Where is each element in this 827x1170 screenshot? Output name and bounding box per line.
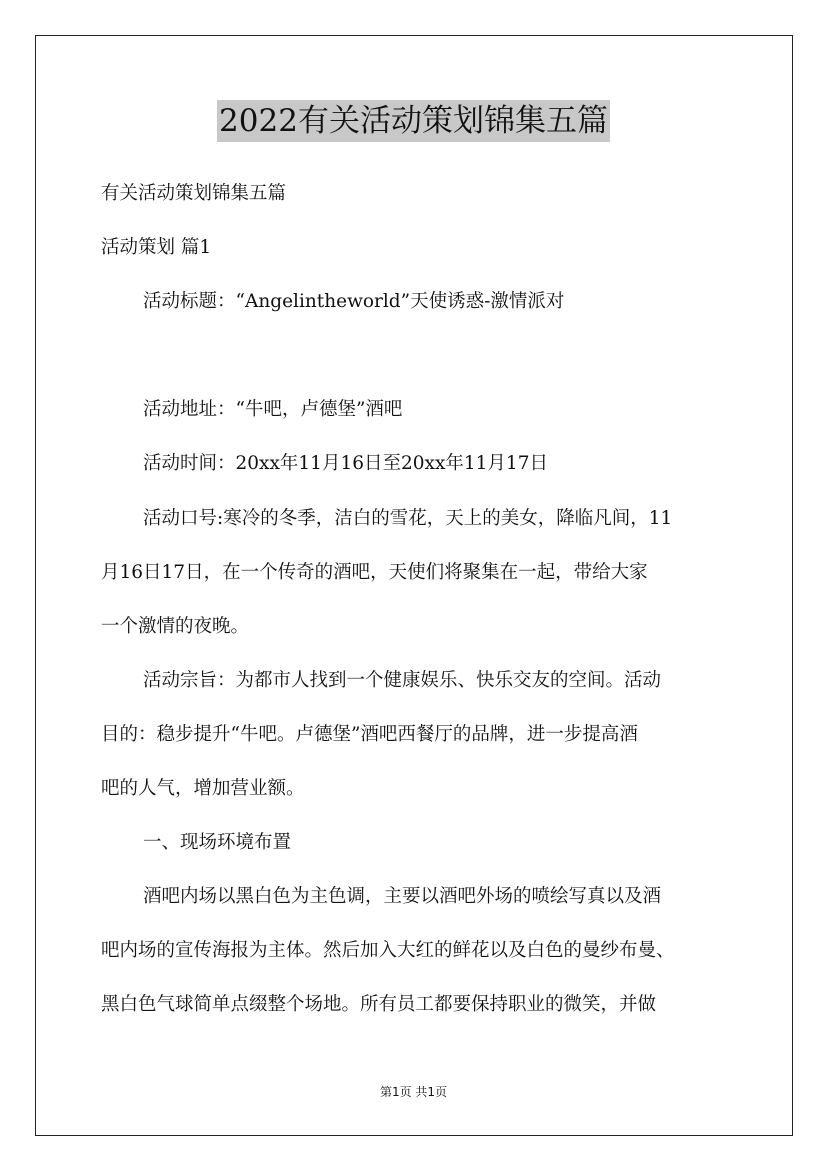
- paragraph-line: 吧的人气，增加营业额。: [101, 778, 305, 799]
- paragraph-line: 活动地址：“牛吧，卢德堡”酒吧: [143, 399, 403, 420]
- section-heading: 活动策划 篇1: [101, 237, 212, 258]
- paragraph-line: 活动口号:寒冷的冬季，洁白的雪花，天上的美女，降临凡间，11: [143, 508, 673, 529]
- paragraph-line: 月16日17日，在一个传奇的酒吧，天使们将聚集在一起，带给大家: [101, 562, 648, 583]
- paragraph-line: 黑白色气球简单点缀整个场地。所有员工都要保持职业的微笑，并做: [101, 994, 657, 1015]
- document-title: 2022有关活动策划锦集五篇: [217, 100, 610, 142]
- paragraph-line: 酒吧内场以黑白色为主色调，主要以酒吧外场的喷绘写真以及酒: [143, 886, 662, 907]
- page-footer: 第1页 共1页: [379, 1085, 448, 1099]
- subtitle-line: 有关活动策划锦集五篇: [101, 183, 287, 204]
- paragraph-line: 活动宗旨：为都市人找到一个健康娱乐、快乐交友的空间。活动: [143, 670, 662, 691]
- paragraph-line: 吧内场的宣传海报为主体。然后加入大红的鲜花以及白色的曼纱布曼、: [101, 940, 675, 961]
- paragraph-line: 活动标题：“Angelintheworld”天使诱惑-激情派对: [143, 291, 565, 312]
- section-heading: 一、现场环境布置: [143, 832, 292, 853]
- paragraph-line: 活动时间：20xx年11月16日至20xx年11月17日: [143, 453, 548, 474]
- paragraph-line: 一个激情的夜晚。: [101, 616, 250, 637]
- paragraph-line: 目的：稳步提升“牛吧。卢德堡”酒吧西餐厅的品牌，进一步提高酒: [101, 724, 638, 745]
- title-container: [0, 100, 827, 142]
